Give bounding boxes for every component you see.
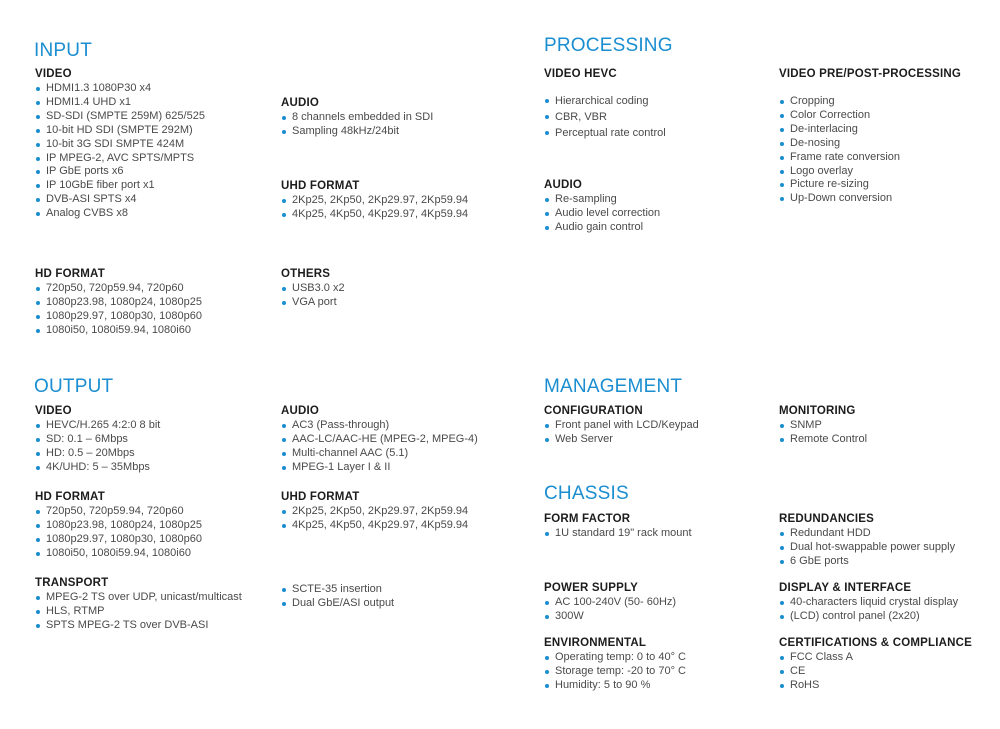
list-item: 4K/UHD: 5 – 35Mbps <box>35 461 160 475</box>
list-item: 4Kp25, 4Kp50, 4Kp29.97, 4Kp59.94 <box>281 208 468 222</box>
processing-hevc-title-block <box>544 67 617 82</box>
list-item: SD: 0.1 – 6Mbps <box>35 433 160 447</box>
list-item: Storage temp: -20 to 70° C <box>544 665 686 679</box>
list-item: SD-SDI (SMPTE 259M) 625/525 <box>35 110 205 124</box>
list-item: Front panel with LCD/Keypad <box>544 419 699 433</box>
list-item: AC3 (Pass-through) <box>281 419 478 433</box>
list-item: VGA port <box>281 296 345 310</box>
list-item: Frame rate conversion <box>779 151 900 165</box>
list-item: 1080p23.98, 1080p24, 1080p25 <box>35 296 202 310</box>
chassis-certifications-list <box>779 651 972 693</box>
chassis-environmental-list <box>544 651 686 693</box>
processing-audio-block <box>544 178 660 235</box>
list-item: HD: 0.5 – 20Mbps <box>35 447 160 461</box>
chassis-certifications-title: CERTIFICATIONS & COMPLIANCE <box>779 637 973 649</box>
list-item: 1080i50, 1080i59.94, 1080i60 <box>35 547 202 561</box>
list-item: USB3.0 x2 <box>281 282 345 296</box>
chassis-form-factor-block <box>544 512 692 541</box>
list-item: Audio gain control <box>544 221 660 235</box>
management-configuration-block <box>544 404 699 447</box>
list-item: 1080p23.98, 1080p24, 1080p25 <box>35 519 202 533</box>
list-item: Operating temp: 0 to 40° C <box>544 651 686 665</box>
list-item: 8 channels embedded in SDI <box>281 111 433 125</box>
list-item: 2Kp25, 2Kp50, 2Kp29.97, 2Kp59.94 <box>281 194 468 208</box>
list-item: 300W <box>544 610 676 624</box>
management-configuration-title: CONFIGURATION <box>544 405 643 417</box>
input-hd-list <box>35 282 202 338</box>
list-item: 4Kp25, 4Kp50, 4Kp29.97, 4Kp59.94 <box>281 519 468 533</box>
input-others-list <box>281 282 345 310</box>
chassis-form-factor-title: FORM FACTOR <box>544 513 631 525</box>
input-others-title: OTHERS <box>281 268 331 280</box>
list-item: Web Server <box>544 433 699 447</box>
list-item: 2Kp25, 2Kp50, 2Kp29.97, 2Kp59.94 <box>281 505 468 519</box>
input-video-list <box>35 82 205 221</box>
chassis-power-block <box>544 581 676 624</box>
list-item: Up-Down conversion <box>779 192 900 206</box>
input-uhd-title: UHD FORMAT <box>281 180 360 192</box>
output-video-list <box>35 419 160 475</box>
chassis-redundancies-block <box>779 512 955 569</box>
chassis-certifications-block <box>779 636 972 693</box>
processing-hevc-list <box>544 94 666 141</box>
list-item: Cropping <box>779 95 900 109</box>
chassis-form-factor-list <box>544 527 692 541</box>
list-item: Dual GbE/ASI output <box>281 597 394 611</box>
management-monitoring-title: MONITORING <box>779 405 856 417</box>
output-heading: OUTPUT <box>34 376 114 397</box>
output-extra-block <box>281 583 394 611</box>
management-monitoring-list <box>779 419 867 447</box>
input-audio-block <box>281 96 433 139</box>
list-item: SNMP <box>779 419 867 433</box>
list-item: IP MPEG-2, AVC SPTS/MPTS <box>35 152 205 166</box>
list-item: HLS, RTMP <box>35 605 242 619</box>
input-uhd-block <box>281 179 468 222</box>
list-item: Logo overlay <box>779 165 900 179</box>
list-item: Humidity: 5 to 90 % <box>544 679 686 693</box>
list-item: SCTE-35 insertion <box>281 583 394 597</box>
processing-hevc-block <box>544 94 666 141</box>
list-item: (LCD) control panel (2x20) <box>779 610 958 624</box>
list-item: De-interlacing <box>779 123 900 137</box>
input-video-title: VIDEO <box>35 68 72 80</box>
output-transport-title: TRANSPORT <box>35 577 109 589</box>
list-item: Color Correction <box>779 109 900 123</box>
input-uhd-list <box>281 194 468 222</box>
list-item: IP 10GbE fiber port x1 <box>35 179 205 193</box>
chassis-redundancies-title: REDUNDANCIES <box>779 513 875 525</box>
input-audio-title: AUDIO <box>281 97 320 109</box>
input-hd-block <box>35 267 202 338</box>
chassis-display-title: DISPLAY & INTERFACE <box>779 582 912 594</box>
management-configuration-list <box>544 419 699 447</box>
output-transport-block <box>35 576 242 633</box>
list-item: Picture re-sizing <box>779 178 900 192</box>
list-item: RoHS <box>779 679 972 693</box>
list-item: Perceptual rate control <box>544 126 666 142</box>
list-item: Multi-channel AAC (5.1) <box>281 447 478 461</box>
chassis-power-list <box>544 596 676 624</box>
list-item: CE <box>779 665 972 679</box>
processing-audio-title: AUDIO <box>544 179 583 191</box>
list-item: MPEG-1 Layer I & II <box>281 461 478 475</box>
processing-prepost-list <box>779 95 900 206</box>
list-item: HDMI1.3 1080P30 x4 <box>35 82 205 96</box>
list-item: HDMI1.4 UHD x1 <box>35 96 205 110</box>
chassis-display-block <box>779 581 958 624</box>
list-item: Sampling 48kHz/24bit <box>281 125 433 139</box>
chassis-heading: CHASSIS <box>544 483 629 504</box>
list-item: 40-characters liquid crystal display <box>779 596 958 610</box>
processing-prepost-block <box>779 95 900 206</box>
input-hd-title: HD FORMAT <box>35 268 105 280</box>
list-item: 10-bit HD SDI (SMPTE 292M) <box>35 124 205 138</box>
chassis-redundancies-list <box>779 527 955 569</box>
list-item: 10-bit 3G SDI SMPTE 424M <box>35 138 205 152</box>
processing-heading: PROCESSING <box>544 35 673 56</box>
list-item: 1U standard 19" rack mount <box>544 527 692 541</box>
list-item: Hierarchical coding <box>544 94 666 110</box>
management-monitoring-block <box>779 404 867 447</box>
input-others-block <box>281 267 345 310</box>
list-item: Audio level correction <box>544 207 660 221</box>
list-item: Redundant HDD <box>779 527 955 541</box>
output-uhd-list <box>281 505 468 533</box>
output-video-block <box>35 404 160 475</box>
list-item: Re-sampling <box>544 193 660 207</box>
list-item: CBR, VBR <box>544 110 666 126</box>
processing-prepost-title-block <box>779 67 961 82</box>
output-hd-title: HD FORMAT <box>35 491 105 503</box>
output-audio-block <box>281 404 478 475</box>
list-item: AC 100-240V (50- 60Hz) <box>544 596 676 610</box>
processing-hevc-title: VIDEO HEVC <box>544 68 617 80</box>
output-uhd-block <box>281 490 468 533</box>
list-item: De-nosing <box>779 137 900 151</box>
list-item: 1080p29.97, 1080p30, 1080p60 <box>35 533 202 547</box>
input-video-block <box>35 67 205 221</box>
chassis-display-list <box>779 596 958 624</box>
output-hd-list <box>35 505 202 561</box>
input-heading: INPUT <box>34 40 92 61</box>
processing-prepost-title: VIDEO PRE/POST-PROCESSING <box>779 68 962 80</box>
output-hd-block <box>35 490 202 561</box>
list-item: 720p50, 720p59.94, 720p60 <box>35 282 202 296</box>
list-item: MPEG-2 TS over UDP, unicast/multicast <box>35 591 242 605</box>
list-item: 1080i50, 1080i59.94, 1080i60 <box>35 324 202 338</box>
list-item: 1080p29.97, 1080p30, 1080p60 <box>35 310 202 324</box>
list-item: HEVC/H.265 4:2:0 8 bit <box>35 419 160 433</box>
list-item: Dual hot-swappable power supply <box>779 541 955 555</box>
output-video-title: VIDEO <box>35 405 72 417</box>
output-audio-list <box>281 419 478 475</box>
chassis-environmental-block <box>544 636 686 693</box>
output-audio-title: AUDIO <box>281 405 320 417</box>
list-item: Analog CVBS x8 <box>35 207 205 221</box>
processing-audio-list <box>544 193 660 235</box>
list-item: AAC-LC/AAC-HE (MPEG-2, MPEG-4) <box>281 433 478 447</box>
list-item: Remote Control <box>779 433 867 447</box>
list-item: 6 GbE ports <box>779 555 955 569</box>
list-item: SPTS MPEG-2 TS over DVB-ASI <box>35 619 242 633</box>
output-uhd-title: UHD FORMAT <box>281 491 360 503</box>
chassis-power-title: POWER SUPPLY <box>544 582 638 594</box>
management-heading: MANAGEMENT <box>544 376 683 397</box>
list-item: FCC Class A <box>779 651 972 665</box>
input-audio-list <box>281 111 433 139</box>
list-item: 720p50, 720p59.94, 720p60 <box>35 505 202 519</box>
output-transport-list <box>35 591 242 633</box>
chassis-environmental-title: ENVIRONMENTAL <box>544 637 647 649</box>
list-item: DVB-ASI SPTS x4 <box>35 193 205 207</box>
list-item: IP GbE ports x6 <box>35 165 205 179</box>
output-extra-list <box>281 583 394 611</box>
